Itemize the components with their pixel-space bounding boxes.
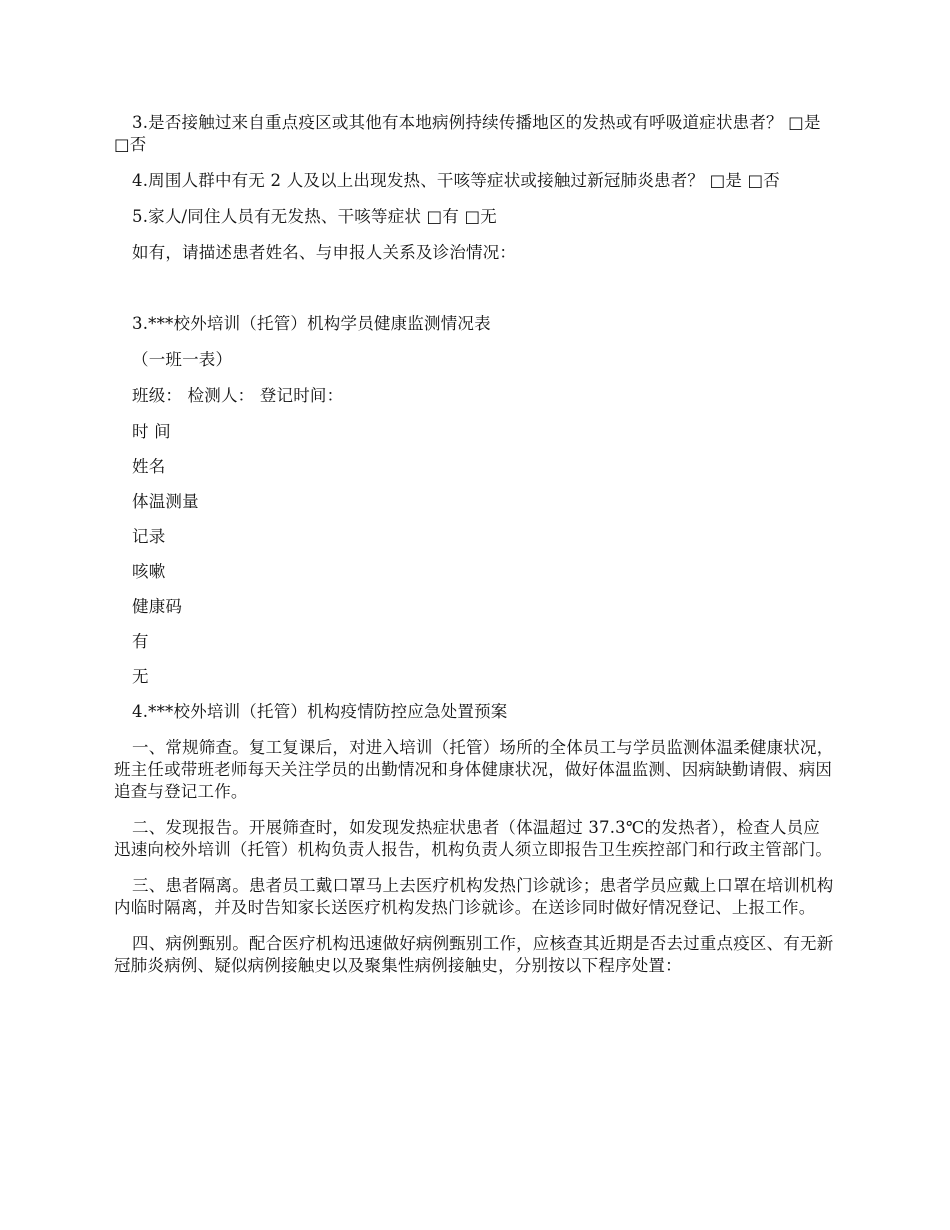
table-column-health-code: 健康码 <box>132 597 183 616</box>
table-column-name: 姓名 <box>132 457 166 476</box>
section-3-subtitle: （一班一表） <box>132 350 233 369</box>
section-3-header-fields: 班级： 检测人： 登记时间： <box>132 386 344 405</box>
table-column-temperature: 体温测量 <box>132 492 199 511</box>
blank-answer-space <box>114 278 836 313</box>
section-4-title: 4.***校外培训（托管）机构疫情防控应急处置预案 <box>132 702 508 721</box>
paragraph-patient-isolation: 三、患者隔离。患者员工戴口罩马上去医疗机构发热门诊就诊；患者学员应戴上口罩在培训机构内临时隔离，并及时告知家长送医疗机构发热门诊就诊。在送诊同时做好情况登记、上报工作。 <box>114 876 834 917</box>
table-column-record: 记录 <box>132 527 166 546</box>
table-column-time: 时 间 <box>132 422 171 441</box>
table-column-yes: 有 <box>132 632 149 651</box>
question-5: 5.家人/同住人员有无发热、干咳等症状 □有 □无 <box>132 207 497 226</box>
table-column-cough: 咳嗽 <box>132 562 166 581</box>
document-page <box>114 112 836 991</box>
question-4: 4.周围人群中有无 2 人及以上出现发热、干咳等症状或接触过新冠肺炎患者？ □是 □否 <box>132 171 780 190</box>
paragraph-case-screening: 四、病例甄别。配合医疗机构迅速做好病例甄别工作，应核查其近期是否去过重点疫区、有无新冠肺炎病例、疑似病例接触史以及聚集性病例接触史，分别按以下程序处置： <box>114 934 834 975</box>
table-column-no: 无 <box>132 667 149 686</box>
section-3-title: 3.***校外培训（托管）机构学员健康监测情况表 <box>132 314 491 333</box>
paragraph-routine-screening: 一、常规筛查。复工复课后，对进入培训（托管）场所的全体员工与学员监测体温柔健康状况，班主任或带班老师每天关注学员的出勤情况和身体健康状况，做好体温监测、因病缺勤请假、病因追查与登记工作。 <box>114 738 834 801</box>
paragraph-discovery-report: 二、发现报告。开展筛查时，如发现发热症状患者（体温超过 37.3℃的发热者），检查人员应迅速向校外培训（托管）机构负责人报告，机构负责人须立即报告卫生疾控部门和行政主管部门。 <box>114 818 833 859</box>
question-3: 3.是否接触过来自重点疫区或其他有本地病例持续传播地区的发热或有呼吸道症状患者？ □是 □否 <box>114 113 821 154</box>
question-5-followup: 如有，请描述患者姓名、与申报人关系及诊治情况： <box>132 243 517 262</box>
